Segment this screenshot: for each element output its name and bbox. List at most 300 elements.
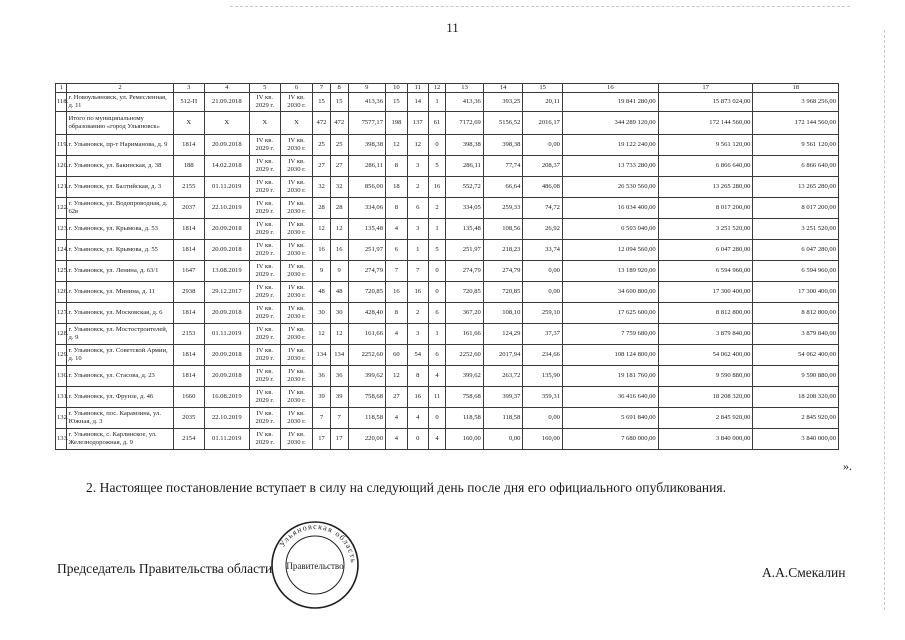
cell-c11: 2 bbox=[407, 302, 428, 323]
cell-c12: 5 bbox=[428, 155, 446, 176]
clause-text: 2. Настоящее постановление вступает в силу на следующий день после дня его официального опубликования. bbox=[86, 480, 727, 495]
header-cell: 1 bbox=[56, 84, 67, 93]
cell-c15: 20,11 bbox=[523, 92, 563, 111]
cell-n: 120. bbox=[56, 155, 67, 176]
houses-table bbox=[55, 83, 839, 450]
cell-c18: 6 047 280,00 bbox=[753, 239, 839, 260]
cell-c7: 39 bbox=[313, 386, 331, 407]
cell-c3: 1814 bbox=[173, 365, 204, 386]
cell-c14: 393,25 bbox=[483, 92, 523, 111]
cell-c6: IV кв. 2030 г. bbox=[280, 197, 312, 218]
cell-c10: 4 bbox=[386, 428, 408, 449]
table-row bbox=[56, 302, 839, 323]
cell-c16: 12 094 560,00 bbox=[562, 239, 658, 260]
cell-c11: 2 bbox=[407, 176, 428, 197]
cell-c3: 1814 bbox=[173, 302, 204, 323]
cell-c8: 16 bbox=[330, 239, 348, 260]
cell-c4: 22.10.2019 bbox=[204, 407, 249, 428]
table-row bbox=[56, 176, 839, 197]
cell-c13: 720,85 bbox=[446, 281, 483, 302]
cell-c5: IV кв. 2029 г. bbox=[249, 386, 280, 407]
cell-c14: 77,74 bbox=[483, 155, 523, 176]
cell-c14: 124,29 bbox=[483, 323, 523, 344]
cell-c5: IV кв. 2029 г. bbox=[249, 428, 280, 449]
cell-c14: 399,37 bbox=[483, 386, 523, 407]
cell-c6: IV кв. 2030 г. bbox=[280, 365, 312, 386]
cell-c12: 0 bbox=[428, 260, 446, 281]
cell-c9: 398,38 bbox=[348, 134, 385, 155]
cell-c15: 234,66 bbox=[523, 344, 563, 365]
cell-addr: г. Ульяновск, ул. Балтийская, д. 3 bbox=[67, 176, 173, 197]
cell-c17: 3 840 000,00 bbox=[658, 428, 753, 449]
cell-c7: 32 bbox=[313, 176, 331, 197]
cell-c18: 17 300 400,00 bbox=[753, 281, 839, 302]
cell-c8: 27 bbox=[330, 155, 348, 176]
cell-c10: 8 bbox=[386, 302, 408, 323]
cell-c3: 2938 bbox=[173, 281, 204, 302]
cell-c4: 01.11.2019 bbox=[204, 428, 249, 449]
cell-c5: IV кв. 2029 г. bbox=[249, 92, 280, 111]
cell-addr: г. Ульяновск, ул. Фрунзе, д. 46 bbox=[67, 386, 173, 407]
header-cell: 2 bbox=[67, 84, 173, 93]
cell-c4: 01.11.2019 bbox=[204, 323, 249, 344]
cell-c5: IV кв. 2029 г. bbox=[249, 260, 280, 281]
cell-c6: IV кв. 2030 г. bbox=[280, 134, 312, 155]
cell-c14: 5156,52 bbox=[483, 111, 523, 134]
cell-c17: 3 879 840,00 bbox=[658, 323, 753, 344]
cell-c9: 758,68 bbox=[348, 386, 385, 407]
cell-c11: 137 bbox=[407, 111, 428, 134]
cell-c12: 16 bbox=[428, 176, 446, 197]
cell-c4: 20.09.2018 bbox=[204, 302, 249, 323]
cell-addr: г. Ульяновск, ул. Московская, д. 6 bbox=[67, 302, 173, 323]
cell-c8: 12 bbox=[330, 323, 348, 344]
table-row bbox=[56, 407, 839, 428]
cell-c9: 428,40 bbox=[348, 302, 385, 323]
cell-c11: 16 bbox=[407, 281, 428, 302]
cell-c11: 3 bbox=[407, 323, 428, 344]
cell-c18: 9 561 120,00 bbox=[753, 134, 839, 155]
cell-c4: 20.09.2018 bbox=[204, 239, 249, 260]
cell-c16: 19 181 760,00 bbox=[562, 365, 658, 386]
cell-c10: 198 bbox=[386, 111, 408, 134]
table-row bbox=[56, 365, 839, 386]
cell-c8: 32 bbox=[330, 176, 348, 197]
cell-c15: 37,37 bbox=[523, 323, 563, 344]
cell-c17: 8 017 200,00 bbox=[658, 197, 753, 218]
cell-n: 133. bbox=[56, 428, 67, 449]
cell-c7: 472 bbox=[313, 111, 331, 134]
cell-c18: 3 879 840,00 bbox=[753, 323, 839, 344]
cell-c14: 108,56 bbox=[483, 218, 523, 239]
cell-c4: 20.09.2018 bbox=[204, 218, 249, 239]
cell-c14: 0,00 bbox=[483, 428, 523, 449]
cell-addr: г. Ульяновск, ул. Мостостроителей, д. 9 bbox=[67, 323, 173, 344]
cell-addr: г. Новоульяновск, ул. Ремесленная, д. 11 bbox=[67, 92, 173, 111]
cell-c3: 1814 bbox=[173, 344, 204, 365]
cell-c4: 16.08.2019 bbox=[204, 386, 249, 407]
header-cell: 10 bbox=[386, 84, 408, 93]
cell-c18: 18 208 320,00 bbox=[753, 386, 839, 407]
cell-c18: 8 812 800,00 bbox=[753, 302, 839, 323]
cell-c16: 6 503 040,00 bbox=[562, 218, 658, 239]
cell-c17: 9 590 880,00 bbox=[658, 365, 753, 386]
cell-c9: 251,97 bbox=[348, 239, 385, 260]
cell-c15: 0,00 bbox=[523, 407, 563, 428]
cell-addr: г. Ульяновск, ул. Бакинская, д. 38 bbox=[67, 155, 173, 176]
cell-c18: 6 594 960,00 bbox=[753, 260, 839, 281]
header-cell: 12 bbox=[428, 84, 446, 93]
cell-addr: г. Ульяновск, пос. Карамзина, ул. Южная, д. 3 bbox=[67, 407, 173, 428]
cell-c13: 118,58 bbox=[446, 407, 483, 428]
cell-c6: IV кв. 2030 г. bbox=[280, 260, 312, 281]
table-row bbox=[56, 386, 839, 407]
cell-c5: IV кв. 2029 г. bbox=[249, 239, 280, 260]
cell-c10: 12 bbox=[386, 134, 408, 155]
cell-c5: IV кв. 2029 г. bbox=[249, 365, 280, 386]
cell-c12: 1 bbox=[428, 218, 446, 239]
cell-c11: 6 bbox=[407, 197, 428, 218]
header-cell: 8 bbox=[330, 84, 348, 93]
cell-c6: IV кв. 2030 г. bbox=[280, 239, 312, 260]
cell-c6: IV кв. 2030 г. bbox=[280, 323, 312, 344]
cell-c10: 4 bbox=[386, 407, 408, 428]
cell-c15: 208,37 bbox=[523, 155, 563, 176]
cell-c10: 18 bbox=[386, 176, 408, 197]
cell-c9: 2252,60 bbox=[348, 344, 385, 365]
cell-c5: IV кв. 2029 г. bbox=[249, 344, 280, 365]
cell-c10: 8 bbox=[386, 155, 408, 176]
cell-c11: 8 bbox=[407, 365, 428, 386]
cell-c12: 2 bbox=[428, 197, 446, 218]
cell-c16: 19 841 280,00 bbox=[562, 92, 658, 111]
cell-c6: X bbox=[280, 111, 312, 134]
cell-addr: г. Ульяновск, с. Карлинское, ул. Железнодорожная, д. 9 bbox=[67, 428, 173, 449]
cell-c10: 12 bbox=[386, 365, 408, 386]
cell-c5: IV кв. 2029 г. bbox=[249, 134, 280, 155]
table-row bbox=[56, 281, 839, 302]
cell-c4: 20.09.2018 bbox=[204, 344, 249, 365]
cell-c17: 172 144 560,00 bbox=[658, 111, 753, 134]
cell-c6: IV кв. 2030 г. bbox=[280, 155, 312, 176]
cell-c12: 11 bbox=[428, 386, 446, 407]
cell-c18: 6 866 640,00 bbox=[753, 155, 839, 176]
cell-c10: 8 bbox=[386, 197, 408, 218]
svg-text:Ульяновская область bbox=[278, 522, 359, 564]
cell-c4: 21.09.2018 bbox=[204, 92, 249, 111]
cell-c3: 2154 bbox=[173, 428, 204, 449]
cell-c18: 9 590 880,00 bbox=[753, 365, 839, 386]
cell-c18: 2 845 920,00 bbox=[753, 407, 839, 428]
cell-c3: 188 bbox=[173, 155, 204, 176]
cell-c13: 399,62 bbox=[446, 365, 483, 386]
cell-c7: 9 bbox=[313, 260, 331, 281]
cell-c13: 413,36 bbox=[446, 92, 483, 111]
cell-n: 121. bbox=[56, 176, 67, 197]
cell-c17: 3 251 520,00 bbox=[658, 218, 753, 239]
header-cell: 9 bbox=[348, 84, 385, 93]
cell-c18: 3 968 256,00 bbox=[753, 92, 839, 111]
cell-c9: 856,00 bbox=[348, 176, 385, 197]
cell-c16: 26 530 560,00 bbox=[562, 176, 658, 197]
cell-c13: 552,72 bbox=[446, 176, 483, 197]
cell-c11: 16 bbox=[407, 386, 428, 407]
cell-c18: 13 265 280,00 bbox=[753, 176, 839, 197]
cell-c14: 118,58 bbox=[483, 407, 523, 428]
page-number: 11 bbox=[446, 20, 459, 35]
cell-c9: 161,66 bbox=[348, 323, 385, 344]
cell-c15: 135,90 bbox=[523, 365, 563, 386]
cell-c12: 4 bbox=[428, 365, 446, 386]
cell-c13: 2252,60 bbox=[446, 344, 483, 365]
cell-addr: г. Ульяновск, пр-т Нариманова, д. 9 bbox=[67, 134, 173, 155]
cell-c16: 344 289 120,00 bbox=[562, 111, 658, 134]
cell-c13: 7172,69 bbox=[446, 111, 483, 134]
cell-c18: 8 017 200,00 bbox=[753, 197, 839, 218]
cell-c13: 274,79 bbox=[446, 260, 483, 281]
header-cell: 4 bbox=[204, 84, 249, 93]
cell-c11: 1 bbox=[407, 239, 428, 260]
cell-c6: IV кв. 2030 г. bbox=[280, 281, 312, 302]
cell-c13: 161,66 bbox=[446, 323, 483, 344]
cell-c7: 12 bbox=[313, 218, 331, 239]
cell-c12: 4 bbox=[428, 428, 446, 449]
cell-c8: 12 bbox=[330, 218, 348, 239]
cell-c3: 2037 bbox=[173, 197, 204, 218]
table-row bbox=[56, 239, 839, 260]
cell-n: 124. bbox=[56, 239, 67, 260]
cell-c3: 2155 bbox=[173, 176, 204, 197]
cell-c16: 5 691 840,00 bbox=[562, 407, 658, 428]
cell-c15: 2016,17 bbox=[523, 111, 563, 134]
cell-c16: 13 733 280,00 bbox=[562, 155, 658, 176]
cell-c15: 74,72 bbox=[523, 197, 563, 218]
cell-c14: 263,72 bbox=[483, 365, 523, 386]
cell-c5: IV кв. 2029 г. bbox=[249, 218, 280, 239]
cell-c14: 274,79 bbox=[483, 260, 523, 281]
cell-c10: 60 bbox=[386, 344, 408, 365]
cell-c9: 118,58 bbox=[348, 407, 385, 428]
cell-c16: 17 625 600,00 bbox=[562, 302, 658, 323]
cell-c8: 472 bbox=[330, 111, 348, 134]
cell-n: 125. bbox=[56, 260, 67, 281]
cell-c10: 4 bbox=[386, 323, 408, 344]
cell-c9: 286,11 bbox=[348, 155, 385, 176]
header-cell: 11 bbox=[407, 84, 428, 93]
cell-n: 132. bbox=[56, 407, 67, 428]
cell-c17: 8 812 800,00 bbox=[658, 302, 753, 323]
cell-c16: 7 680 000,00 bbox=[562, 428, 658, 449]
cell-c5: X bbox=[249, 111, 280, 134]
signer-name: А.А.Смекалин bbox=[762, 565, 846, 580]
cell-n: 131. bbox=[56, 386, 67, 407]
cell-c7: 134 bbox=[313, 344, 331, 365]
cell-c17: 6 866 640,00 bbox=[658, 155, 753, 176]
cell-c13: 758,68 bbox=[446, 386, 483, 407]
cell-c10: 6 bbox=[386, 239, 408, 260]
stamp-ring-text: Ульяновская область bbox=[277, 521, 359, 565]
cell-c8: 30 bbox=[330, 302, 348, 323]
table-row bbox=[56, 323, 839, 344]
cell-c7: 12 bbox=[313, 323, 331, 344]
cell-c6: IV кв. 2030 г. bbox=[280, 92, 312, 111]
cell-c16: 16 034 400,00 bbox=[562, 197, 658, 218]
cell-n: 119. bbox=[56, 134, 67, 155]
cell-c15: 0,00 bbox=[523, 260, 563, 281]
cell-c17: 15 873 024,00 bbox=[658, 92, 753, 111]
cell-c8: 25 bbox=[330, 134, 348, 155]
table-row bbox=[56, 428, 839, 449]
cell-c3: 1814 bbox=[173, 218, 204, 239]
table-row bbox=[56, 92, 839, 111]
cell-c9: 399,62 bbox=[348, 365, 385, 386]
header-cell: 16 bbox=[562, 84, 658, 93]
cell-c6: IV кв. 2030 г. bbox=[280, 344, 312, 365]
cell-c15: 26,92 bbox=[523, 218, 563, 239]
cell-c3: 512-П bbox=[173, 92, 204, 111]
cell-c15: 486,08 bbox=[523, 176, 563, 197]
cell-c14: 66,64 bbox=[483, 176, 523, 197]
cell-n: 123. bbox=[56, 218, 67, 239]
table-row bbox=[56, 218, 839, 239]
cell-c5: IV кв. 2029 г. bbox=[249, 302, 280, 323]
cell-c17: 17 300 400,00 bbox=[658, 281, 753, 302]
cell-c5: IV кв. 2029 г. bbox=[249, 281, 280, 302]
cell-c18: 172 144 560,00 bbox=[753, 111, 839, 134]
cell-c17: 54 062 400,00 bbox=[658, 344, 753, 365]
header-cell: 5 bbox=[249, 84, 280, 93]
cell-addr: г. Ульяновск, ул. Водопроводная, д. 62в bbox=[67, 197, 173, 218]
cell-c17: 18 208 320,00 bbox=[658, 386, 753, 407]
header-cell: 6 bbox=[280, 84, 312, 93]
cell-c7: 25 bbox=[313, 134, 331, 155]
closing-quote: ». bbox=[843, 459, 852, 473]
table-header-row bbox=[56, 84, 839, 93]
cell-c13: 286,11 bbox=[446, 155, 483, 176]
cell-c17: 2 845 920,00 bbox=[658, 407, 753, 428]
cell-c3: 1647 bbox=[173, 260, 204, 281]
cell-c8: 28 bbox=[330, 197, 348, 218]
cell-n bbox=[56, 111, 67, 134]
scan-edge-top bbox=[230, 6, 850, 7]
stamp-center-text: Правительство bbox=[286, 561, 344, 571]
cell-addr: г. Ульяновск, ул. Крымова, д. 55 bbox=[67, 239, 173, 260]
cell-c6: IV кв. 2030 г. bbox=[280, 407, 312, 428]
cell-c8: 9 bbox=[330, 260, 348, 281]
cell-c18: 3 840 000,00 bbox=[753, 428, 839, 449]
cell-c5: IV кв. 2029 г. bbox=[249, 407, 280, 428]
cell-c18: 3 251 520,00 bbox=[753, 218, 839, 239]
cell-c3: X bbox=[173, 111, 204, 134]
cell-c13: 398,38 bbox=[446, 134, 483, 155]
header-cell: 13 bbox=[446, 84, 483, 93]
cell-n: 128. bbox=[56, 323, 67, 344]
cell-c14: 720,85 bbox=[483, 281, 523, 302]
cell-c4: 13.08.2019 bbox=[204, 260, 249, 281]
cell-addr: г. Ульяновск, ул. Ленина, д. 63/1 bbox=[67, 260, 173, 281]
header-cell: 14 bbox=[483, 84, 523, 93]
cell-c11: 0 bbox=[407, 428, 428, 449]
cell-c8: 134 bbox=[330, 344, 348, 365]
cell-c17: 9 561 120,00 bbox=[658, 134, 753, 155]
cell-c13: 135,48 bbox=[446, 218, 483, 239]
cell-c7: 17 bbox=[313, 428, 331, 449]
cell-c14: 398,38 bbox=[483, 134, 523, 155]
cell-c13: 160,00 bbox=[446, 428, 483, 449]
scan-edge-right bbox=[884, 30, 885, 610]
cell-c13: 334,05 bbox=[446, 197, 483, 218]
cell-c8: 17 bbox=[330, 428, 348, 449]
cell-c9: 720,85 bbox=[348, 281, 385, 302]
cell-c3: 1814 bbox=[173, 239, 204, 260]
cell-c6: IV кв. 2030 г. bbox=[280, 428, 312, 449]
cell-addr: г. Ульяновск, ул. Минина, д. 11 bbox=[67, 281, 173, 302]
cell-c8: 48 bbox=[330, 281, 348, 302]
cell-c15: 259,10 bbox=[523, 302, 563, 323]
header-cell: 7 bbox=[313, 84, 331, 93]
cell-c17: 13 265 280,00 bbox=[658, 176, 753, 197]
cell-n: 126. bbox=[56, 281, 67, 302]
cell-c16: 108 124 800,00 bbox=[562, 344, 658, 365]
table-row bbox=[56, 197, 839, 218]
cell-c7: 27 bbox=[313, 155, 331, 176]
cell-c3: 2153 bbox=[173, 323, 204, 344]
cell-c7: 30 bbox=[313, 302, 331, 323]
cell-c6: IV кв. 2030 г. bbox=[280, 302, 312, 323]
cell-c8: 39 bbox=[330, 386, 348, 407]
cell-c18: 54 062 400,00 bbox=[753, 344, 839, 365]
official-stamp bbox=[270, 515, 360, 615]
cell-c14: 218,23 bbox=[483, 239, 523, 260]
total-row bbox=[56, 111, 839, 134]
cell-c6: IV кв. 2030 г. bbox=[280, 176, 312, 197]
cell-c12: 1 bbox=[428, 323, 446, 344]
cell-c10: 16 bbox=[386, 281, 408, 302]
cell-c14: 108,10 bbox=[483, 302, 523, 323]
header-cell: 18 bbox=[753, 84, 839, 93]
cell-c7: 36 bbox=[313, 365, 331, 386]
cell-c11: 14 bbox=[407, 92, 428, 111]
cell-c17: 6 594 960,00 bbox=[658, 260, 753, 281]
cell-c9: 220,00 bbox=[348, 428, 385, 449]
signer-title: Председатель Правительства области bbox=[57, 561, 273, 576]
cell-c5: IV кв. 2029 г. bbox=[249, 197, 280, 218]
cell-c3: 1814 bbox=[173, 134, 204, 155]
cell-addr: г. Ульяновск, ул. Стасова, д. 23 bbox=[67, 365, 173, 386]
header-cell: 17 bbox=[658, 84, 753, 93]
cell-c11: 3 bbox=[407, 218, 428, 239]
cell-c3: 2035 bbox=[173, 407, 204, 428]
cell-c15: 0,00 bbox=[523, 281, 563, 302]
cell-c10: 4 bbox=[386, 218, 408, 239]
table-row bbox=[56, 260, 839, 281]
cell-c11: 54 bbox=[407, 344, 428, 365]
cell-n: 130. bbox=[56, 365, 67, 386]
cell-n: 118. bbox=[56, 92, 67, 111]
cell-c4: 01.11.2019 bbox=[204, 176, 249, 197]
cell-n: 122. bbox=[56, 197, 67, 218]
cell-c4: 20.09.2018 bbox=[204, 365, 249, 386]
cell-c11: 3 bbox=[407, 155, 428, 176]
cell-c7: 16 bbox=[313, 239, 331, 260]
cell-c13: 367,20 bbox=[446, 302, 483, 323]
cell-c10: 15 bbox=[386, 92, 408, 111]
cell-c12: 6 bbox=[428, 302, 446, 323]
cell-c16: 7 759 680,00 bbox=[562, 323, 658, 344]
cell-c15: 160,00 bbox=[523, 428, 563, 449]
cell-c10: 7 bbox=[386, 260, 408, 281]
cell-c13: 251,97 bbox=[446, 239, 483, 260]
